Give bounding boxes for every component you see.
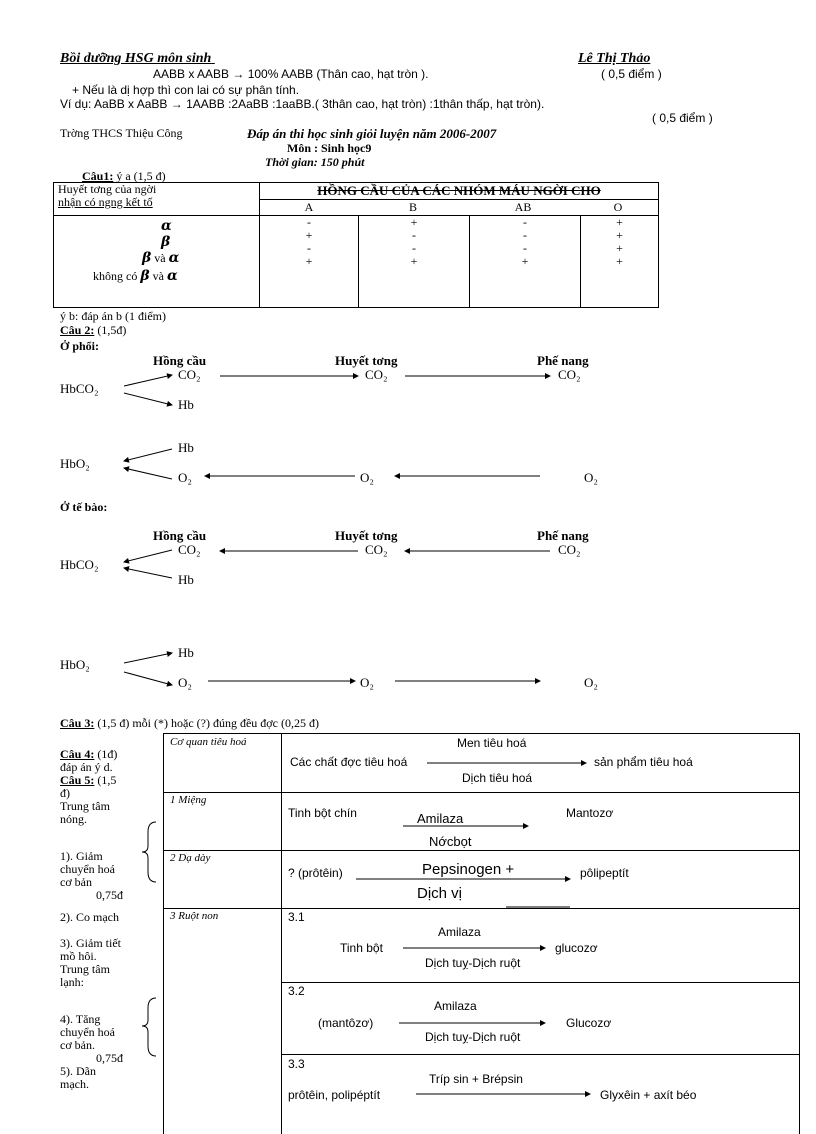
val-cell: + (305, 254, 313, 268)
group-B-header: B (408, 200, 417, 214)
item2: 2). Co mạch (60, 910, 119, 924)
mouth-juice: Nớcbọt (429, 834, 472, 849)
cau3-instructions: (1,5 đ) mỗi (*) hoặc (?) đúng đều đợc (0,25 đ) (94, 716, 319, 730)
cau5-score-end: đ) (60, 786, 70, 800)
mouth-substrate: Tinh bột chín (288, 806, 357, 820)
hbco2-label: HbCO₂ (60, 557, 99, 572)
r32-product: Glucozơ (566, 1016, 612, 1030)
hb-label: Hb (178, 645, 194, 660)
val-cell: + (521, 254, 529, 268)
r33-enzyme: Tríp sin + Brépsin (429, 1072, 523, 1086)
val-cell: + (616, 241, 623, 255)
page-header-title: Bồi dưỡng HSG môn sinh (60, 51, 212, 66)
col-red-cell: Hồng cầu (153, 353, 207, 368)
col-red-cell: Hồng cầu (153, 528, 207, 543)
col-plasma: Huyết tơng (335, 353, 398, 368)
alpha-symbol: α (166, 268, 178, 284)
col-alveolus: Phế nang (537, 353, 589, 368)
val-cell: - (412, 228, 416, 242)
item4-l1: 4). Tăng (60, 1012, 101, 1026)
group-A-header: A (304, 200, 314, 214)
product-header: sản phẩm tiêu hoá (594, 755, 693, 769)
example-cross-line: Ví dụ: AaBB x AaBB → 1AABB :2AaBB :1aaBB.( 3thân cao, hạt tròn) :1thân thấp, hạt tròn). (60, 97, 545, 111)
hb-label: Hb (178, 397, 194, 412)
r31-product: glucozơ (555, 941, 598, 955)
alpha-symbol: α (168, 250, 180, 266)
val-cell: + (616, 254, 623, 268)
val-cell: + (410, 215, 418, 229)
organ-stomach: 2 Dạ dày (170, 852, 211, 864)
r31-enzyme: Amilaza (438, 925, 481, 939)
co2-label: CO₂ (178, 367, 201, 382)
r32-juice: Dịch tuỵ-Dịch ruột (425, 1030, 521, 1044)
cau5-label: Câu 5: (60, 773, 95, 787)
donor-group-header: HỒNG CẦU CỦA CÁC NHÓM MÁU NGỜI CHO (317, 183, 601, 198)
r31-number: 3.1 (288, 910, 305, 924)
organ-mouth: 1 Miệng (170, 794, 207, 806)
heterozygous-note: + Nếu là dị hợp thì con lai có sự phân tính. (72, 83, 300, 97)
cross-line-1-score: ( 0,5 điểm ) (601, 67, 662, 81)
col0-header-line2: nhận có ngng kết tố (58, 195, 153, 209)
item4-l3: cơ bản. (60, 1038, 95, 1052)
r33-product: Glyxêin + axít béo (600, 1088, 697, 1102)
col-organ-header: Cơ quan tiêu hoá (170, 736, 247, 748)
substrate-header: Các chất đợc tiêu hoá (290, 755, 408, 769)
hbo2-label: HbO₂ (60, 456, 90, 471)
val-cell: + (616, 228, 623, 242)
val-cell: - (412, 241, 416, 255)
stomach-enzyme: Pepsinogen + (422, 861, 515, 878)
r32-enzyme: Amilaza (434, 999, 477, 1013)
organ-small-intestine: 3 Ruột non (170, 910, 219, 922)
cold-center-l2: lạnh: (60, 975, 84, 989)
beta-symbol: β (142, 250, 152, 266)
item3-l2: mồ hôi. (60, 949, 97, 963)
col-alveolus: Phế nang (537, 528, 589, 543)
col-plasma: Huyết tơng (335, 528, 398, 543)
alpha-symbol: α (161, 218, 172, 234)
enzyme-header: Men tiêu hoá (457, 736, 527, 750)
r32-substrate: (mantôzơ) (318, 1016, 374, 1030)
hot-center-l2: nóng. (60, 812, 87, 826)
score-cold: 0,75đ (96, 1051, 123, 1065)
none-label: không có (93, 269, 138, 283)
val-cell: - (307, 241, 311, 255)
co2-label: CO₂ (558, 367, 581, 382)
group-AB-header: AB (514, 200, 532, 214)
co2-label: CO₂ (365, 542, 388, 557)
cross-line-1: AABB x AABB → 100% AABB (Thân cao, hạt tròn ). (153, 67, 429, 81)
cau2-score: (1,5đ) (94, 323, 127, 337)
r33-number: 3.3 (288, 1057, 305, 1071)
co2-label: CO₂ (558, 542, 581, 557)
col0-header-line1: Huyết tơng của ngời (58, 182, 157, 196)
val-cell: - (523, 241, 527, 255)
val-cell: + (616, 215, 623, 229)
exam-time: Thời gian: 150 phút (265, 155, 365, 169)
o2-label: O₂ (584, 470, 598, 485)
beta-symbol: β (140, 268, 150, 284)
cau4-label: Câu 4: (60, 747, 95, 761)
o2-label: O₂ (178, 675, 192, 690)
o2-label: O₂ (584, 675, 598, 690)
juice-header: Dịch tiêu hoá (462, 771, 533, 785)
val-cell: - (523, 215, 527, 229)
lung-label: Ở phổi: (60, 339, 100, 353)
group-O-header: O (613, 200, 623, 214)
item3-l1: 3). Giảm tiết (60, 936, 121, 950)
hb-label: Hb (178, 440, 194, 455)
item5-l1: 5). Dãn (60, 1064, 96, 1078)
beta-symbol: β (161, 234, 171, 250)
stomach-product: pôlipeptít (580, 866, 629, 880)
cau1-score: ý a (1,5 đ) (113, 169, 166, 183)
stomach-substrate: ? (prôtêin) (288, 866, 343, 880)
cau1-part-b: ý b: đáp án b (1 điểm) (60, 309, 166, 323)
o2-label: O₂ (360, 470, 374, 485)
hbco2-label: HbCO₂ (60, 381, 99, 396)
item1-l3: cơ bản (60, 875, 92, 889)
score-hot: 0,75đ (96, 888, 123, 902)
exam-title: Đáp án thi học sinh giỏi luyện năm 2006-2007 (247, 126, 497, 141)
val-cell: + (410, 254, 418, 268)
val-cell: - (523, 228, 527, 242)
cau4-score: (1đ) (94, 747, 118, 761)
hb-label: Hb (178, 572, 194, 587)
hbo2-label: HbO₂ (60, 657, 90, 672)
r32-number: 3.2 (288, 984, 305, 998)
cell-label: Ở tế bào: (60, 500, 108, 514)
mouth-enzyme: Amilaza (417, 811, 464, 826)
and-label: và (152, 269, 164, 283)
example-cross-score: ( 0,5 điểm ) (652, 111, 713, 125)
co2-label: CO₂ (365, 367, 388, 382)
val-cell: - (307, 215, 311, 229)
item4-l2: chuyển hoá (60, 1025, 115, 1039)
o2-label: O₂ (178, 470, 192, 485)
hot-center-l1: Trung tâm (60, 799, 110, 813)
r33-substrate: prôtêin, polipéptít (288, 1088, 381, 1102)
exam-subject: Môn : Sinh học9 (287, 141, 372, 155)
val-cell: + (305, 228, 313, 242)
r31-substrate: Tinh bột (340, 941, 383, 955)
r31-juice: Dịch tuỵ-Dịch ruột (425, 956, 521, 970)
mouth-product: Mantozơ (566, 806, 614, 820)
item1-l2: chuyển hoá (60, 862, 115, 876)
cau4-answer: đáp án ý d. (60, 760, 113, 774)
stomach-juice: Dịch vị (417, 885, 463, 902)
o2-label: O₂ (360, 675, 374, 690)
cau1-label: Câu1: (82, 169, 114, 183)
cau5-score: (1,5 (94, 773, 117, 787)
page-header-author: Lê Thị Thảo (578, 51, 651, 66)
item5-l2: mạch. (60, 1077, 89, 1091)
cau2-label: Câu 2: (60, 323, 95, 337)
item1-l1: 1). Giảm (60, 849, 103, 863)
and-label: và (154, 251, 166, 265)
school-name: Trờng THCS Thiệu Công (60, 126, 183, 140)
cau3-label: Câu 3: (60, 716, 95, 730)
co2-label: CO₂ (178, 542, 201, 557)
cold-center-l1: Trung tâm (60, 962, 110, 976)
